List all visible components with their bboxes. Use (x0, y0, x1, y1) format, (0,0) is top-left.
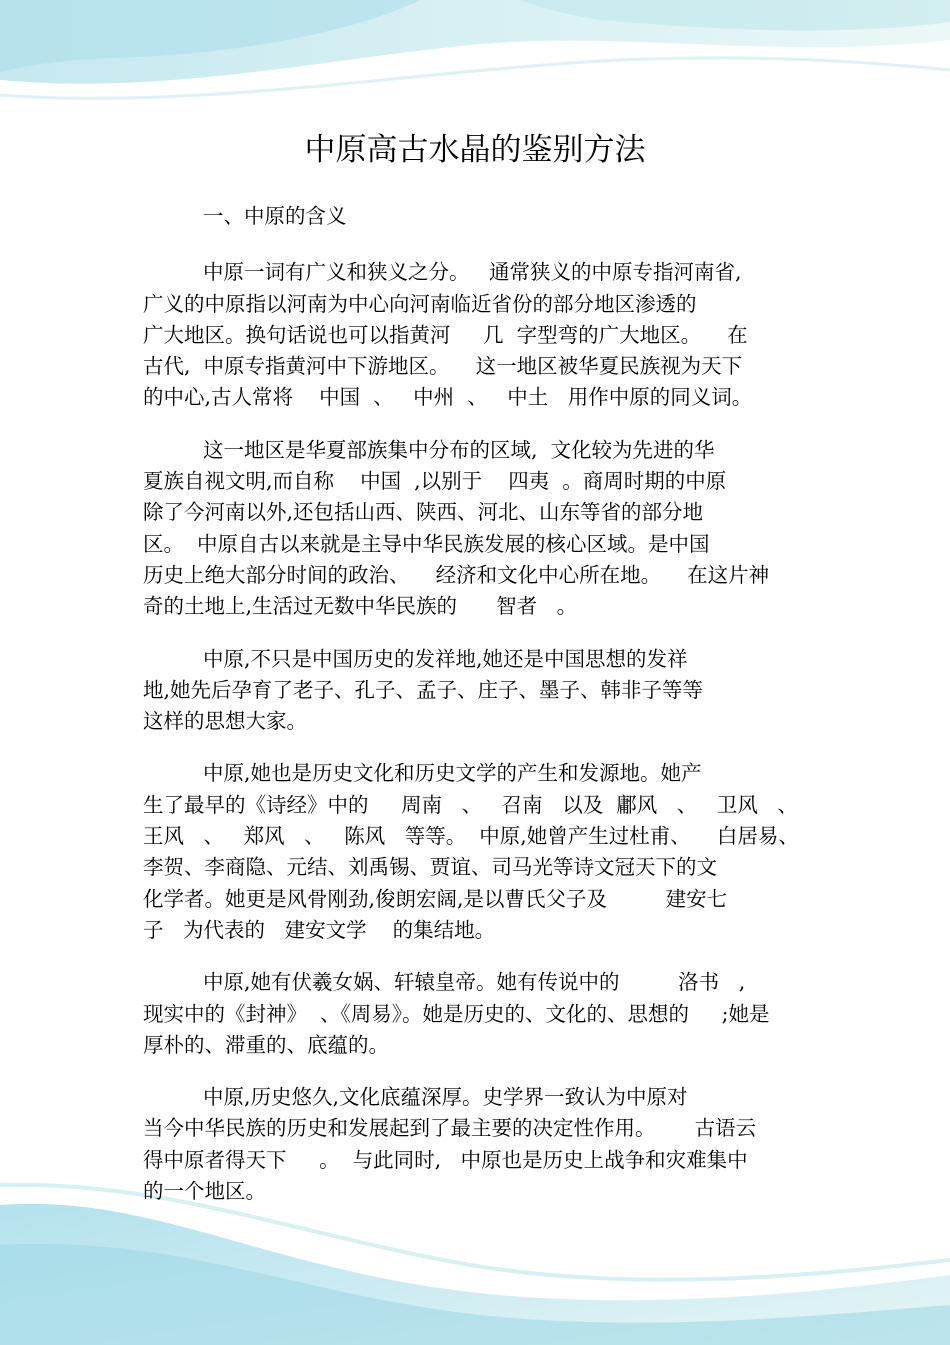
text-line: 生了最早的《诗经》中的 周南 、 召南 以及 鄘风 、 卫风 、 (143, 792, 798, 817)
text-line: 中原,历史悠久,文化底蕴深厚。史学界一致认为中原对 (203, 1085, 688, 1110)
text-line: 古代, 中原专指黄河中下游地区。 这一地区被华夏民族视为天下 (143, 354, 743, 379)
paragraph (143, 257, 808, 413)
text-line: 李贺、李商隐、元结、刘禹锡、贾谊、司马光等诗文冠天下的文 (143, 855, 717, 880)
text-line: 化学者。她更是风骨刚劲,俊朗宏阔,是以曹氏父子及 建安七 (143, 886, 728, 911)
text-line: 子 为代表的 建安文学 的集结地。 (143, 917, 496, 942)
text-line: 当今中华民族的历史和发展起到了最主要的决定性作用。 古语云 (143, 1116, 757, 1141)
text-line: 的一个地区。 (143, 1179, 266, 1204)
paragraph-list (143, 257, 808, 1207)
text-line: 广义的中原指以河南为中心向河南临近省份的部分地区渗透的 (143, 291, 697, 316)
text-line: 夏族自视文明,而自称 中国 ,以别于 四夷 。商周时期的中原 (143, 469, 727, 494)
text-line: 现实中的《封神》 、《周易》。她是历史的、文化的、思想的 ;她是 (143, 1001, 770, 1026)
section-heading: 一、中原的含义 (203, 204, 347, 228)
text-line: 地,她先后孕育了老子、孔子、孟子、庄子、墨子、韩非子等等 (143, 677, 704, 702)
text-line: 广大地区。换句话说也可以指黄河 几 字型弯的广大地区。 在 (143, 322, 748, 347)
paragraph (143, 1082, 808, 1207)
text-line: 得中原者得天下 。 与此同时, 中原也是历史上战争和灾难集中 (143, 1147, 748, 1172)
text-line: 这一地区是华夏部族集中分布的区域, 文化较为先进的华 (203, 437, 715, 462)
text-line: 奇的土地上,生活过无数中华民族的 智者 。 (143, 594, 578, 619)
paragraph (143, 758, 808, 946)
paragraph (143, 967, 808, 1061)
text-line: 中原一词有广义和狭义之分。 通常狭义的中原专指河南省, (203, 260, 742, 285)
paragraph (143, 435, 808, 623)
text-line: 王风 、 郑风 、 陈风 等等。 中原,她曾产生过杜甫、 白居易、 (143, 824, 799, 849)
text-line: 中原,她有伏羲女娲、轩辕皇帝。她有传说中的 洛书 , (203, 970, 746, 995)
text-line: 中原,不只是中国历史的发祥地,她还是中国思想的发祥 (203, 646, 688, 671)
document-body (143, 201, 808, 1228)
text-line: 的中心,古人常将 中国 、 中州 、 中土 用作中原的同义词。 (143, 385, 753, 410)
text-line: 区。 中原自古以来就是主导中华民族发展的核心区域。是中国 (143, 531, 710, 556)
text-line: 厚朴的、滞重的、底蕴的。 (143, 1032, 389, 1057)
text-line: 这样的思想大家。 (143, 709, 307, 734)
text-line: 除了今河南以外,还包括山西、陕西、河北、山东等省的部分地 (143, 500, 704, 525)
text-line: 历史上绝大部分时间的政治、 经济和文化中心所在地。 在这片神 (143, 562, 770, 587)
paragraph (143, 644, 808, 738)
text-line: 中原,她也是历史文化和历史文学的产生和发源地。她产 (203, 761, 702, 786)
document-title: 中原高古水晶的鉴别方法 (304, 132, 646, 168)
